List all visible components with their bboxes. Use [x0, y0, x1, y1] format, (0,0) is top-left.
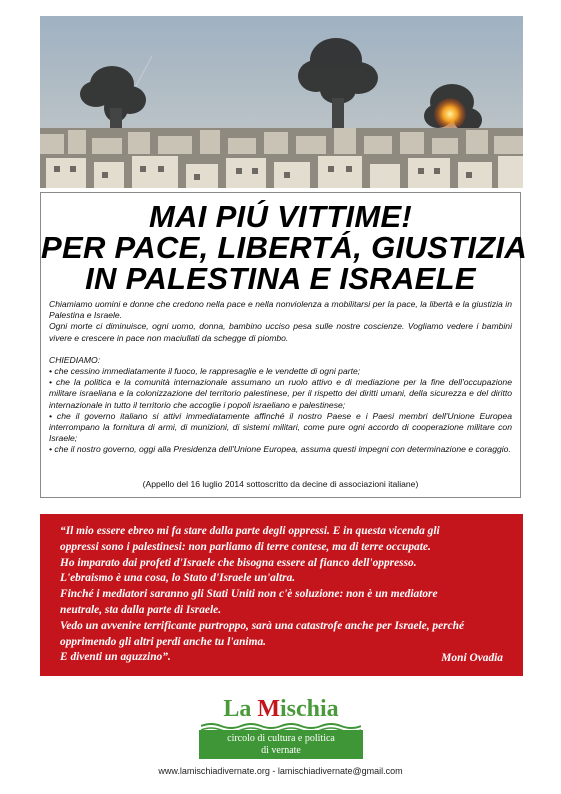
appeal-box — [40, 192, 528, 498]
quote-line: E diventi un aguzzino”. — [60, 651, 171, 664]
logo-band — [199, 730, 363, 759]
demands-title: CHIEDIAMO: — [49, 354, 101, 365]
logo-title — [195, 696, 367, 722]
quote-line: “Il mio essere ebreo mi fa stare dalla parte degli oppressi. E in questa vicenda gli — [60, 525, 440, 537]
logo-title-initial: M — [257, 696, 280, 722]
logo-title-part: ischia — [279, 696, 339, 722]
quote-line: Finché i mediatori saranno gli Stati Uniti non c'è soluzione: non è un mediatore — [60, 588, 438, 601]
appeal-intro-1: Chiamiamo uomini e donne che credono nella pace e nella nonviolenza a mobilitarsi per la pace, la libertà e la giustizia in Palestina e Israele. — [49, 299, 512, 321]
logo-subtitle-2: di vernate — [261, 745, 301, 756]
quote-box — [40, 514, 523, 676]
demand-item: • che il governo italiano si attivi immediatamente affinché il nostro Paese e i Paesi membri dell'Unione Europea interrompano la fornitura di armi, di munizioni, di sistemi militari, come pure ogni accordo di cooperazione militare con Israele; — [49, 411, 512, 445]
headline-line-2: PER PACE, LIBERTÁ, GIUSTIZIA — [41, 230, 528, 265]
demand-item: • che il nostro governo, oggi alla Presidenza dell'Unione Europea, assuma questi impegni con determinazione e coraggio. — [49, 444, 512, 455]
appeal-body — [49, 299, 512, 456]
logo-title-part: La — [223, 696, 258, 722]
logo-subtitle-1: circolo di cultura e politica — [227, 733, 335, 744]
quote-author: Moni Ovadia — [441, 652, 503, 664]
headline-line-1: MAI PIÚ VITTIME! — [148, 199, 413, 234]
city-smoke-image — [40, 16, 523, 188]
headline — [41, 199, 528, 296]
contacts-line: www.lamischiadivernate.org - lamischiadivernate@gmail.com — [158, 766, 403, 776]
quote-line: L'ebraismo è una cosa, lo Stato d'Israele un'altra. — [60, 572, 296, 585]
quote-line: Vedo un avvenire terrificante purtroppo, sarà una catastrofe anche per Israele, perché — [60, 619, 465, 632]
la-mischia-logo — [195, 694, 367, 760]
appeal-note: (Appello del 16 luglio 2014 sottoscritto da decine di associazioni italiane) — [142, 479, 419, 489]
quote-line: opprimendo gli altri perdi anche tu l'anima. — [60, 635, 267, 648]
demands-list — [49, 366, 512, 456]
demand-item: • che cessino immediatamente il fuoco, le rappresaglie e le vendette di ogni parte; — [49, 366, 512, 377]
quote-line: oppressi sono i palestinesi: non parliamo di terre contese, ma di terre occupate. — [60, 540, 431, 553]
headline-line-3: IN PALESTINA E ISRAELE — [85, 261, 476, 296]
quote-line: Ho imparato dai profeti d'Israele che bisogna essere al fianco dell'oppresso. — [60, 556, 417, 569]
appeal-intro-2: Ogni morte ci diminuisce, ogni uomo, donna, bambino ucciso pesa sulle nostre coscienze. Vogliamo vedere i bambini vivere e crescere in pace non maciullati da schegge di piombo. — [49, 321, 512, 343]
header-photo — [40, 16, 523, 188]
quote-line: neutrale, sta dalla parte di Israele. — [60, 603, 222, 616]
demand-item: • che la politica e la comunità internazionale assumano un ruolo attivo e di mediazione per la fine dell'occupazione militare israeliana e la colonizzazione del territorio palestinese, per il rispetto dei diritti umani, della sicurezza e del diritto internazionale in tutto il territorio che accoglie i popoli israeliano e palestinese; — [49, 377, 512, 411]
